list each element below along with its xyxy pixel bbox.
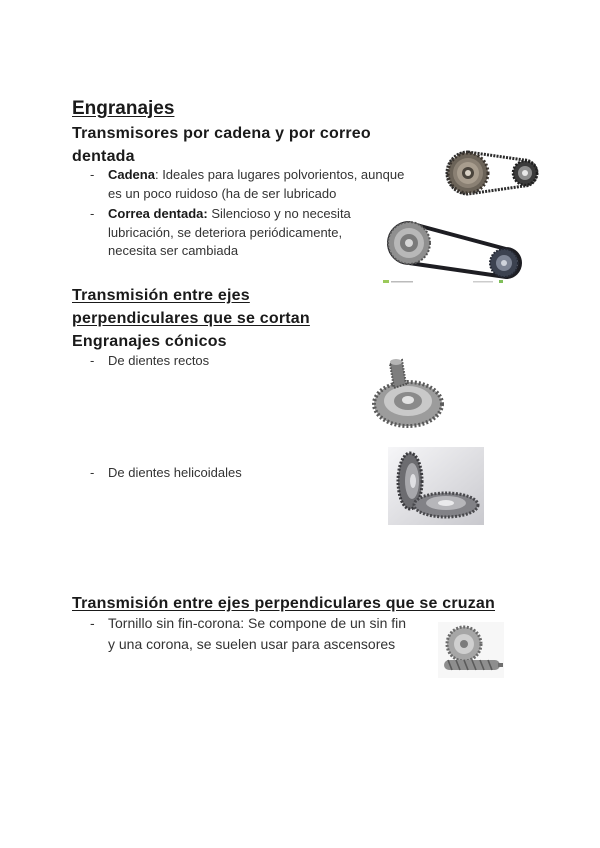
bullet-dash: - <box>90 206 95 221</box>
item-worm-gear-text: Tornillo sin fin-corona: Se compone de un sin fin y una corona, se suelen usar para ascensores <box>108 615 407 652</box>
section-heading-chain-belt: Transmisores por cadena y por correo dentada <box>72 125 371 165</box>
item-straight-teeth-text: De dientes rectos <box>108 353 210 368</box>
section-heading-crossing-shafts: Transmisión entre ejes perpendiculares que se cruzan <box>72 595 496 612</box>
bullet-dash: - <box>90 465 95 480</box>
description-timing-belt: Silencioso y no necesita lubricación, se deteriora periódicamente, necesita ser cambiada <box>108 206 351 258</box>
worm-gear-image <box>438 622 504 678</box>
chain-drive-image <box>444 148 546 198</box>
description-chain: : Ideales para lugares polvorientos, aunque es un poco ruidoso (ha de ser lubricado <box>108 167 405 201</box>
subheading-bevel-gears: Engranajes cónicos <box>72 333 227 350</box>
helical-bevel-gear-image <box>388 447 484 525</box>
bullet-dash: - <box>90 353 95 368</box>
page-title: Engranajes <box>72 98 175 119</box>
term-chain: Cadena <box>108 167 155 182</box>
bullet-dash: - <box>90 615 95 631</box>
item-helical-teeth-text: De dientes helicoidales <box>108 465 242 480</box>
term-timing-belt: Correa dentada: <box>108 206 208 221</box>
section-heading-intersecting-shafts: Transmisión entre ejes perpendiculares que se cortan <box>72 287 310 327</box>
timing-belt-image <box>381 219 529 287</box>
bullet-dash: - <box>90 167 95 182</box>
straight-bevel-gear-image <box>368 354 444 430</box>
